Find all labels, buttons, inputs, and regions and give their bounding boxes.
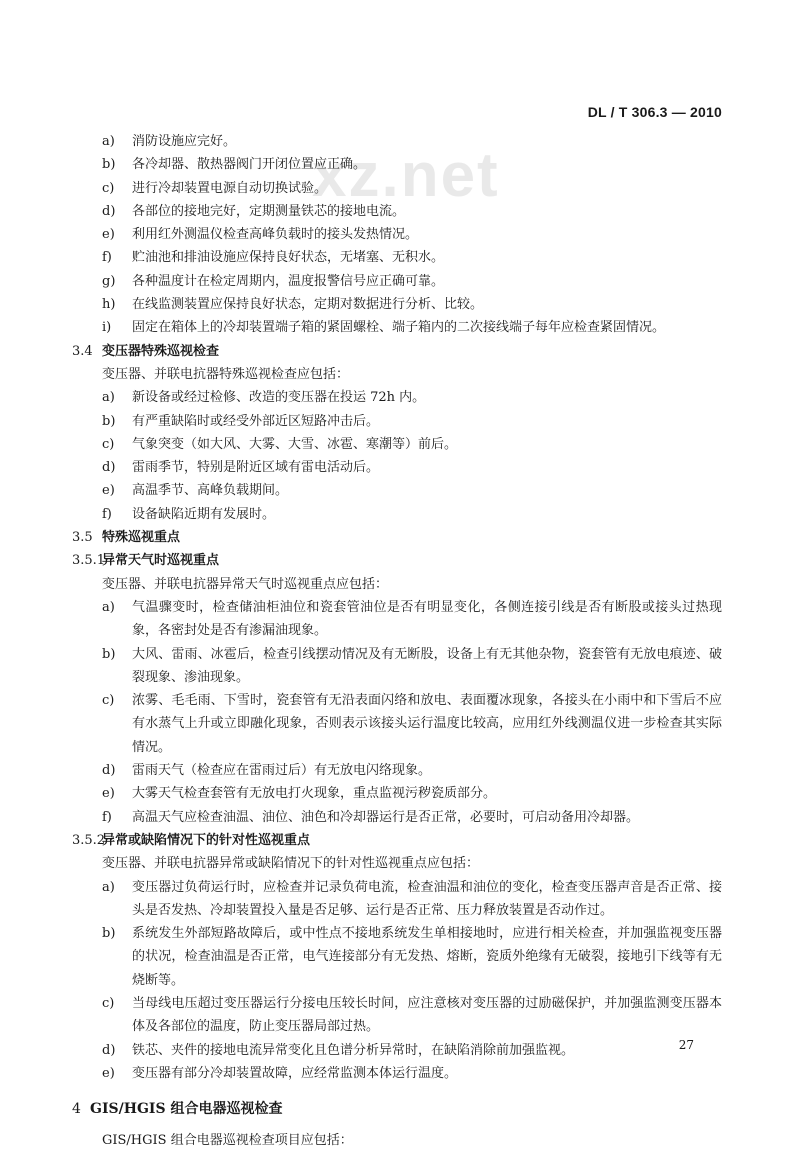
- section-3-4-intro: 变压器、并联电抗器特殊巡视检查应包括：: [102, 366, 350, 382]
- section-3-4-heading: [72, 340, 722, 363]
- section-number: 4: [72, 1101, 81, 1118]
- list-item-label: c): [102, 995, 115, 1011]
- list-item-label: g): [102, 273, 116, 289]
- list-item-text: 系统发生外部短路故障后，或中性点不接地系统发生单相接地时，应进行相关检查，并加强监视变压器的状况，检查油温是否正常，电气连接部分有无发热、熔断，瓷质外绝缘有无破裂，接地引下线等有无烧断等。: [132, 926, 722, 988]
- list-item-label: b): [102, 646, 116, 662]
- list-item: [72, 689, 722, 759]
- section-4-intro: GIS/HGIS 组合电器巡视检查项目应包括：: [102, 1133, 353, 1149]
- list-special-inspection: [72, 386, 722, 526]
- page-number: 27: [678, 1038, 694, 1052]
- list-item: [72, 759, 722, 782]
- list-item: [72, 433, 722, 456]
- list-item-text: 雷雨天气（检查应在雷雨过后）有无放电闪络现象。: [132, 763, 432, 779]
- section-3-5-1-heading: [72, 549, 722, 572]
- list-item: [72, 130, 722, 153]
- list-item-text: 大雾天气检查套管有无放电打火现象，重点监视污秽瓷质部分。: [132, 786, 497, 802]
- section-title: GIS/HGIS 组合电器巡视检查: [90, 1101, 283, 1118]
- section-3-5-heading: [72, 526, 722, 549]
- section-3-5-1-intro: 变压器、并联电抗器异常天气时巡视重点应包括：: [102, 576, 389, 592]
- list-item-label: d): [102, 1042, 116, 1058]
- list-item: [72, 223, 722, 246]
- section-title: 变压器特殊巡视检查: [102, 343, 220, 359]
- list-item-label: h): [102, 297, 116, 313]
- list-item-text: 设备缺陷近期有发展时。: [132, 506, 276, 522]
- list-item-text: 铁芯、夹件的接地电流异常变化且色谱分析异常时，在缺陷消除前加强监视。: [132, 1042, 575, 1058]
- section-3-5-2-heading: [72, 829, 722, 852]
- watermark: xz.net: [312, 141, 500, 210]
- list-item-label: e): [102, 786, 115, 802]
- list-item: [72, 177, 722, 200]
- list-item-text: 各部位的接地完好，定期测量铁芯的接地电流。: [132, 203, 406, 219]
- section-number: 3.5.1: [72, 553, 106, 569]
- list-item: [72, 246, 722, 269]
- list-item-text: 气象突变（如大风、大雾、大雪、冰雹、寒潮等）前后。: [132, 436, 458, 452]
- list-item-label: b): [102, 157, 116, 173]
- list-item-text: 固定在箱体上的冷却装置端子箱的紧固螺栓、端子箱内的二次接线端子每年应检查紧固情况。: [132, 320, 666, 336]
- list-item-text: 利用红外测温仪检查高峰负载时的接头发热情况。: [132, 227, 419, 243]
- list-item-label: d): [102, 763, 116, 779]
- list-item-text: 变压器有部分冷却装置故障，应经常监测本体运行温度。: [132, 1065, 458, 1081]
- list-item: [72, 503, 722, 526]
- section-title: 异常或缺陷情况下的针对性巡视重点: [102, 832, 311, 848]
- list-item-label: e): [102, 227, 115, 243]
- list-item-text: 变压器过负荷运行时，应检查并记录负荷电流，检查油温和油位的变化，检查变压器声音是否正常、接头是否发热、冷却装置投入量是否足够、运行是否正常、压力释放装置是否动作过。: [132, 879, 722, 918]
- list-item-label: a): [102, 879, 115, 895]
- list-item-text: 各种温度计在检定周期内，温度报警信号应正确可靠。: [132, 273, 445, 289]
- list-item-text: 大风、雷雨、冰雹后，检查引线摆动情况及有无断股，设备上有无其他杂物，瓷套管有无放电痕迹、破裂现象、渗油现象。: [132, 646, 722, 685]
- section-number: 3.4: [72, 343, 93, 359]
- list-item-label: i): [102, 320, 112, 336]
- list-item-label: e): [102, 483, 115, 499]
- list-item: [72, 1062, 722, 1085]
- list-item: [72, 316, 722, 339]
- section-4-heading: [72, 1097, 722, 1121]
- list-item-label: d): [102, 203, 116, 219]
- list-item-label: b): [102, 413, 116, 429]
- list-item-label: f): [102, 506, 112, 522]
- list-item: [72, 153, 722, 176]
- list-item: [72, 782, 722, 805]
- list-item-text: 贮油池和排油设施应保持良好状态，无堵塞、无积水。: [132, 250, 445, 266]
- list-item-label: a): [102, 599, 115, 615]
- list-defect-inspection: [72, 876, 722, 1086]
- list-item-label: c): [102, 180, 115, 196]
- page-content: [72, 130, 722, 1153]
- list-item-label: a): [102, 134, 115, 149]
- list-item: [72, 876, 722, 923]
- list-item: [72, 270, 722, 293]
- section-3-5-2-intro: 变压器、并联电抗器异常或缺陷情况下的针对性巡视重点应包括：: [102, 856, 480, 872]
- list-item: [72, 643, 722, 690]
- list-item-text: 雷雨季节，特别是附近区域有雷电活动后。: [132, 460, 380, 476]
- list-item-text: 浓雾、毛毛雨、下雪时，瓷套管有无沿表面闪络和放电、表面覆冰现象，各接头在小雨中和下雪后不应有水蒸气上升或立即融化现象，否则表示该接头运行温度比较高，应用红外线测温仪进一步检查其实际情况。: [132, 693, 722, 755]
- list-item-text: 在线监测装置应保持良好状态，定期对数据进行分析、比较。: [132, 297, 484, 313]
- list-item-text: 新设备或经过检修、改造的变压器在投运 72h 内。: [132, 390, 426, 406]
- list-maintenance-items: [72, 130, 722, 340]
- list-item-label: a): [102, 390, 115, 406]
- list-item: [72, 806, 722, 829]
- list-item: [72, 596, 722, 643]
- list-weather-inspection: [72, 596, 722, 829]
- section-number: 3.5.2: [72, 832, 106, 848]
- list-item: [72, 479, 722, 502]
- list-item-label: d): [102, 460, 116, 476]
- list-item: [72, 410, 722, 433]
- list-item-text: 当母线电压超过变压器运行分接电压较长时间，应注意核对变压器的过励磁保护，并加强监测变压器本体及各部位的温度，防止变压器局部过热。: [132, 995, 722, 1035]
- list-item: [72, 992, 722, 1039]
- list-item: [72, 922, 722, 992]
- section-title: 特殊巡视重点: [102, 530, 181, 546]
- standard-code: DL / T 306.3 — 2010: [587, 104, 722, 120]
- list-item: [72, 293, 722, 316]
- section-number: 3.5: [72, 530, 93, 546]
- list-item: [72, 456, 722, 479]
- list-item-label: c): [102, 693, 115, 709]
- list-item: [72, 386, 722, 409]
- list-item-text: 气温骤变时，检查储油柜油位和瓷套管油位是否有明显变化，各侧连接引线是否有断股或接头过热现象，各密封处是否有渗漏油现象。: [132, 599, 722, 639]
- list-item-text: 进行冷却装置电源自动切换试验。: [132, 180, 328, 196]
- list-item-text: 高温天气应检查油温、油位、油色和冷却器运行是否正常，必要时，可启动备用冷却器。: [132, 809, 640, 825]
- list-item: [72, 200, 722, 223]
- list-item-label: f): [102, 809, 112, 825]
- list-item-text: 有严重缺陷时或经受外部近区短路冲击后。: [132, 413, 380, 429]
- section-title: 异常天气时巡视重点: [102, 553, 220, 569]
- list-item-text: 各冷却器、散热器阀门开闭位置应正确。: [132, 157, 367, 173]
- list-item-label: f): [102, 250, 112, 266]
- list-item-label: e): [102, 1065, 115, 1081]
- list-item-label: b): [102, 926, 116, 942]
- list-item-label: c): [102, 436, 115, 452]
- list-item: [72, 1039, 722, 1062]
- list-item-text: 高温季节、高峰负载期间。: [132, 483, 289, 499]
- list-item-text: 消防设施应完好。: [132, 134, 237, 149]
